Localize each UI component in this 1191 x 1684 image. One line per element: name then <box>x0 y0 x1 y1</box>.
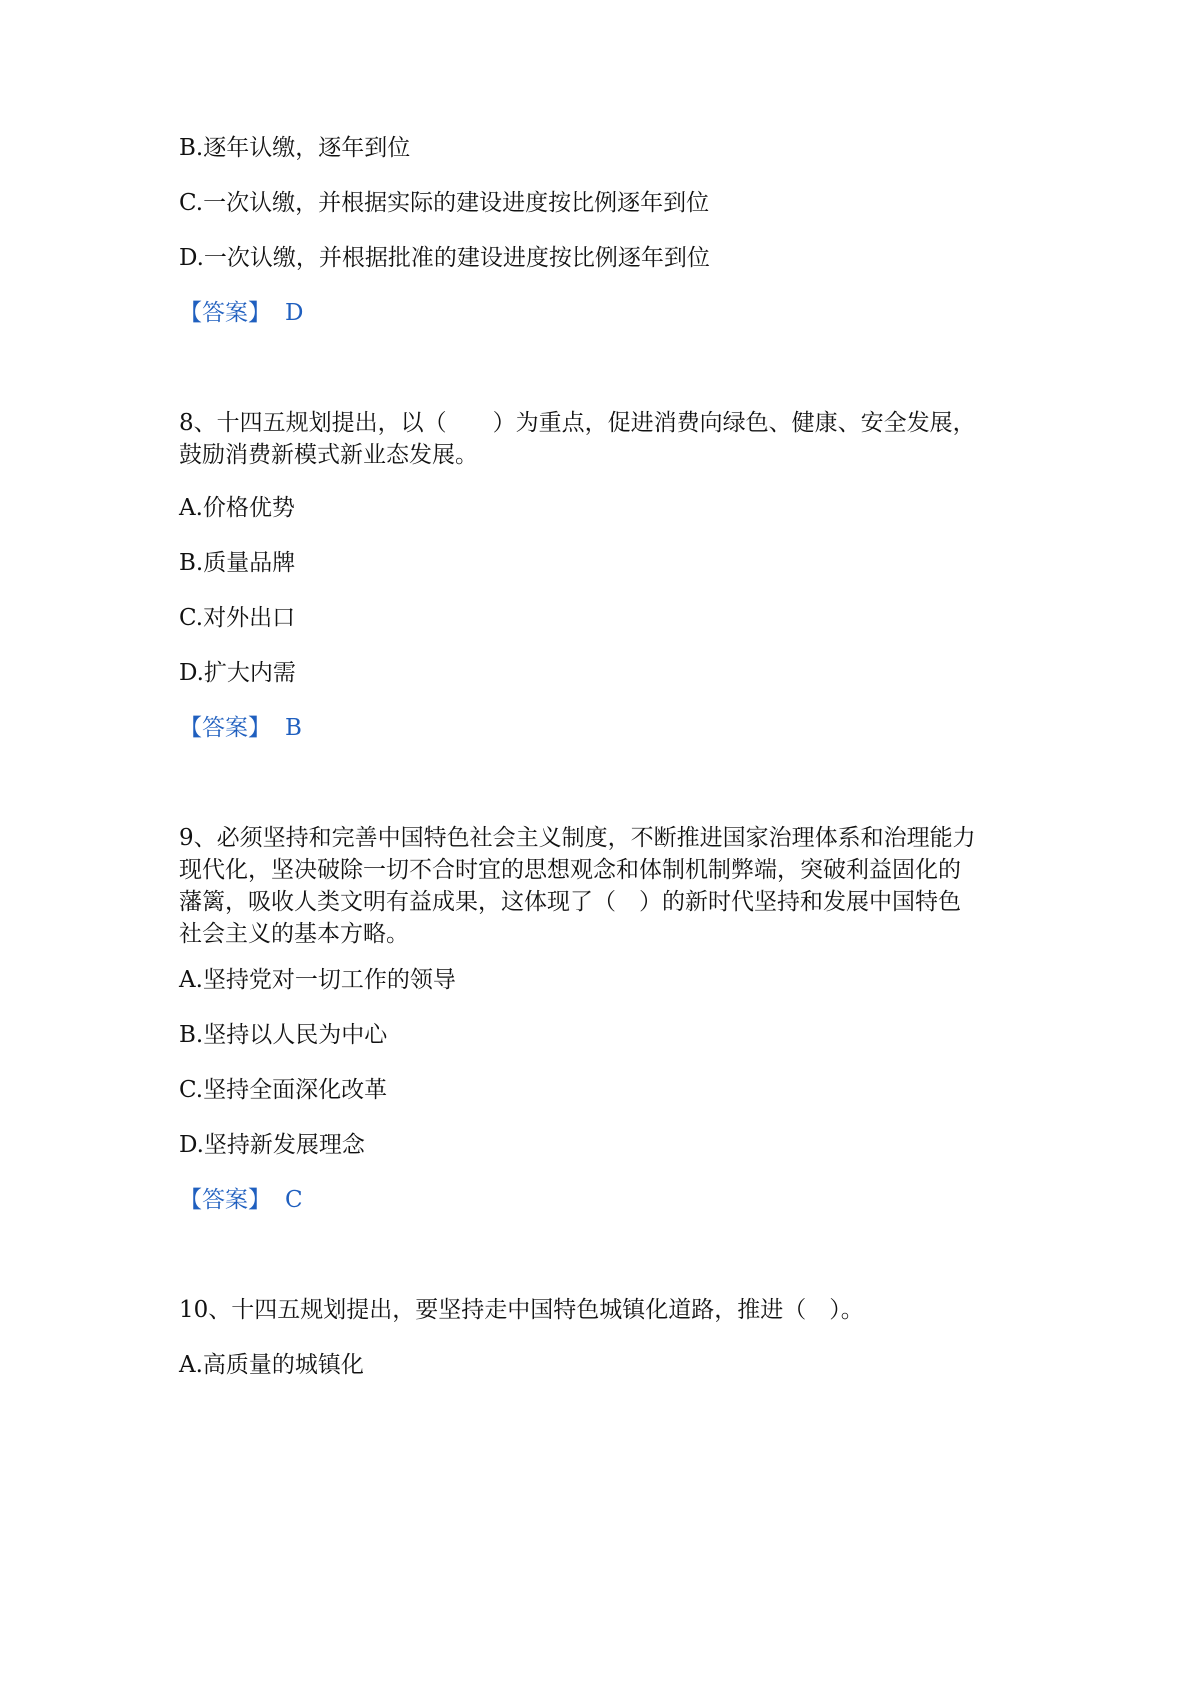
q9-answer-label: 【答案】 <box>179 1187 271 1213</box>
q7-option-d: D.一次认缴，并根据批准的建设进度按比例逐年到位 <box>179 245 710 271</box>
q9-question-line-2: 现代化，坚决破除一切不合时宜的思想观念和体制机制弊端，突破利益固化的 <box>179 857 961 883</box>
q9-option-c: C.坚持全面深化改革 <box>179 1077 388 1103</box>
q9-answer <box>179 1184 1019 1216</box>
q8-question <box>179 407 1019 471</box>
q9-question <box>179 822 1019 950</box>
q10-question <box>179 1294 1019 1326</box>
q8-option-a: A.价格优势 <box>179 495 295 521</box>
q10-question-line-1: 10、十四五规划提出，要坚持走中国特色城镇化道路，推进（ ）。 <box>179 1297 864 1323</box>
q8-question-line-1: 8、十四五规划提出，以（ ）为重点，促进消费向绿色、健康、安全发展， <box>179 410 976 436</box>
q8-option-b: B.质量品牌 <box>179 550 296 576</box>
q9-option-b: B.坚持以人民为中心 <box>179 1022 388 1048</box>
q9-question-line-3: 藩篱，吸收人类文明有益成果，这体现了（ ）的新时代坚持和发展中国特色 <box>179 889 961 915</box>
q9-question-line-1: 9、必须坚持和完善中国特色社会主义制度，不断推进国家治理体系和治理能力 <box>179 825 976 851</box>
q7-answer <box>179 297 1019 329</box>
q7-answer-label: 【答案】 <box>179 300 271 326</box>
q7-option-b: B.逐年认缴，逐年到位 <box>179 135 411 161</box>
q8-answer <box>179 712 1019 744</box>
q7-answer-value: D <box>285 300 304 326</box>
q9-option-a: A.坚持党对一切工作的领导 <box>179 967 456 993</box>
q8-answer-value: B <box>285 715 302 741</box>
q8-question-line-2: 鼓励消费新模式新业态发展。 <box>179 442 478 468</box>
q10-option-a: A.高质量的城镇化 <box>179 1352 364 1378</box>
q8-option-d: D.扩大内需 <box>179 660 296 686</box>
q8-answer-label: 【答案】 <box>179 715 271 741</box>
q8-option-c: C.对外出口 <box>179 605 296 631</box>
q7-option-c: C.一次认缴，并根据实际的建设进度按比例逐年到位 <box>179 190 710 216</box>
q9-option-d: D.坚持新发展理念 <box>179 1132 365 1158</box>
q9-answer-value: C <box>285 1187 303 1213</box>
q9-question-line-4: 社会主义的基本方略。 <box>179 921 409 947</box>
